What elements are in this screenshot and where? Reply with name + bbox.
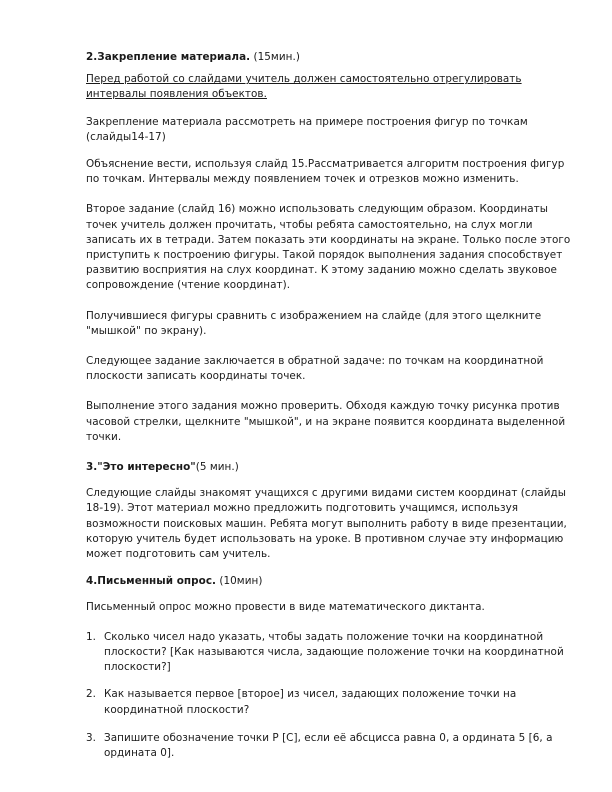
section-duration: (15мин.) <box>250 51 300 63</box>
list-number: 2. <box>86 688 97 701</box>
section-heading-3 <box>86 460 572 475</box>
paragraph: Следующее задание заключается в обратной задаче: по точкам на координатной плоскости записать координаты точек. <box>86 355 544 383</box>
section-title: 3."Это интересно" <box>86 461 196 474</box>
list-item <box>86 630 572 676</box>
teacher-note: Перед работой со слайдами учитель должен самостоятельно отрегулировать интервалы появления объектов. <box>86 73 522 101</box>
question-text: Запишите обозначение точки Р [С], если её абсцисса равна 0, а ордината 5 [6, а ордината 0]. <box>104 731 553 759</box>
paragraph: Письменный опрос можно провести в виде математического диктанта. <box>86 601 485 614</box>
question-text: Сколько чисел надо указать, чтобы задать положение точки на координатной плоскости? [Как называются числа, задающие положение точки на координатной плоскости?] <box>104 630 564 674</box>
list-item <box>86 731 572 761</box>
section-heading-4 <box>86 574 572 589</box>
paragraph: Следующие слайды знакомят учащихся с другими видами систем координат (слайды 18-19). Этот материал можно предложить подготовить учащимся, используя возможности поисковых машин. Ребята могут выполнить работу в виде презентации, которую учитель будет использовать на уроке. В противном случае эту информацию может подготовить сам учитель. <box>86 487 567 561</box>
list-number: 3. <box>86 731 97 744</box>
list-number: 1. <box>86 630 97 643</box>
section-duration: (10мин) <box>216 575 263 588</box>
question-text: Как называется первое [второе] из чисел, задающих положение точки на координатной плоскости? <box>104 688 517 716</box>
question-list <box>86 630 572 761</box>
paragraph: Объяснение вести, используя слайд 15.Рассматривается алгоритм построения фигур по точкам. Интервалы между появлением точек и отрезков можно изменить. <box>86 158 565 186</box>
section-title: 2.Закрепление материала. <box>86 51 251 63</box>
section-heading-2 <box>86 50 572 65</box>
document-page <box>86 50 572 761</box>
section-title: 4.Письменный опрос. <box>86 575 217 588</box>
section-duration: (5 мин.) <box>195 461 239 474</box>
list-item <box>86 687 572 717</box>
paragraph: Закрепление материала рассмотреть на примере построения фигур по точкам (слайды14-17) <box>86 115 528 143</box>
paragraph: Второе задание (слайд 16) можно использовать следующим образом. Координаты точек учитель должен прочитать, чтобы ребята самостоятельно, на слух могли записать их в тетради. Затем показать эти координаты на экране. Только после этого приступить к построению фигуры. Такой порядок выполнения задания способствует развитию восприятия на слух координат. К этому заданию можно сделать звуковое сопровождение (чтение координат). <box>86 203 571 292</box>
paragraph: Выполнение этого задания можно проверить. Обходя каждую точку рисунка против часовой стрелки, щелкните "мышкой", и на экране появится координата выделенной точки. <box>86 400 566 443</box>
paragraph: Получившиеся фигуры сравнить с изображением на слайде (для этого щелкните "мышкой" по экрану). <box>86 309 542 337</box>
